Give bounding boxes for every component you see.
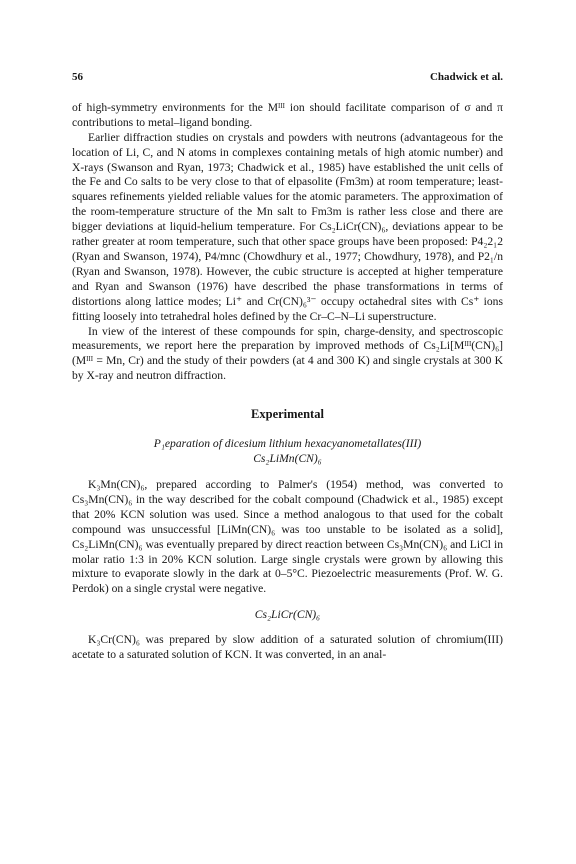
- subsection-compound-cr: Cs₂LiCr(CN)₆: [254, 608, 321, 622]
- page-number: 56: [72, 71, 83, 83]
- running-header: [72, 70, 503, 85]
- section-heading-experimental: Experimental: [251, 407, 324, 422]
- subsection-title: P₁eparation of dicesium lithium hexacyanometallates(III): [153, 437, 422, 451]
- page: [72, 70, 503, 663]
- paragraph-continuation: of high-symmetry environments for the Mᴵᴵᴵ ion should facilitate comparison of σ and π contributions to metal–ligand bonding.: [72, 100, 503, 129]
- paragraph-cr-preparation: K₃Cr(CN)₆ was prepared by slow addition of a saturated solution of chromium(III) acetate to a saturated solution of KCN. It was converted, in an anal-: [72, 633, 503, 662]
- running-title: Chadwick et al.: [429, 71, 503, 83]
- paragraph-mn-preparation: K₃Mn(CN)₆, prepared according to Palmer's (1954) method, was converted to Cs₃Mn(CN)₆ in the way described for the cobalt compound (Chadwick et al., 1985) except that 20% KCN solution was used. Since a method analogous to that used for the cobalt compound was unsuccessful [LiMn(CN)₆ was too unstable to be isolated as a solid], Cs₂LiMn(CN)₆ was eventually prepared by direct reaction between Cs₃Mn(CN)₆ and LiCl in molar ratio 1:3 in 20% KCN solution. Large single crystals were grown by allowing this mixture to evaporate slowly in the dark at 0–5°C. Piezoelectric measurements (Prof. W. G. Perdok) on a single crystal were negative.: [72, 478, 503, 596]
- subsection-heading-preparation: [72, 436, 503, 466]
- paragraph-earlier-studies: Earlier diffraction studies on crystals and powders with neutrons (advantageous for the location of Li, C, and N atoms in complexes containing metals of high atomic number) and X-rays (Swanson and Ryan, 1973; Chadwick et al., 1985) have established the unit cells of the Fe and Co salts to be very close to that of elpasolite (Fm3m) at room temperature; least-squares refinements yielded reliable values for the atomic parameters. The approximation of the room-temperature structure of the Mn salt to Fm3m is rather less close and there are bigger deviations at liquid-helium temperature. For Cs₂LiCr(CN)₆, deviations appear to be rather greater at room temperature, such that other space groups have been proposed: P4₂2₁2 (Ryan and Swanson, 1974), P4/mnc (Chowdhury et al., 1977; Chowdhury, 1978), and P2₁/n (Ryan and Swanson, 1978). However, the cubic structure is accepted at higher temperature and Ryan and Swanson (1976) have described the phase transformations in terms of distortions along lattice modes; Li⁺ and Cr(CN)₆³⁻ occupy octahedral sites with Cs⁺ ions fitting loosely into tetrahedral holes defined by the Cr–C–N–Li superstructure.: [72, 130, 503, 323]
- paragraph-aim: In view of the interest of these compounds for spin, charge-density, and spectroscopic measurements, we report here the preparation by improved methods of Cs₂Li[Mᴵᴵᴵ(CN)₆] (Mᴵᴵᴵ = Mn, Cr) and the study of their powders (at 4 and 300 K) and single crystals at 300 K by X-ray and neutron diffraction.: [72, 324, 503, 383]
- subsection-compound-mn: Cs₂LiMn(CN)₆: [253, 452, 322, 466]
